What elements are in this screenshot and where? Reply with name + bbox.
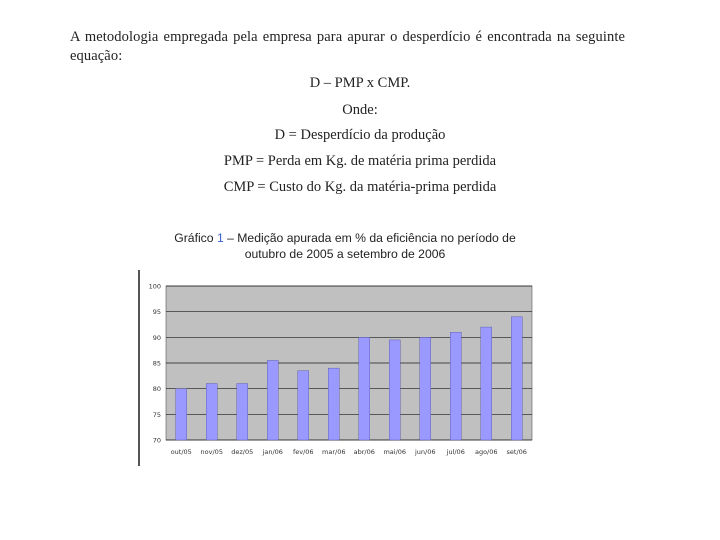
definition-pmp: PMP = Perda em Kg. de matéria prima perdida xyxy=(223,153,497,169)
x-tick-label: jun/06 xyxy=(414,448,436,456)
x-tick-label: fev/06 xyxy=(292,448,314,456)
bar xyxy=(328,368,339,440)
x-tick-label: out/05 xyxy=(170,448,192,456)
y-tick-label: 100 xyxy=(148,282,161,291)
y-tick-label: 80 xyxy=(152,385,161,394)
bar xyxy=(450,332,461,440)
chart-container xyxy=(138,270,550,466)
bar xyxy=(206,384,217,440)
bar xyxy=(298,371,309,440)
x-tick-label: mar/06 xyxy=(322,448,346,456)
bar xyxy=(237,384,248,440)
bar xyxy=(511,317,522,440)
x-tick-label: set/06 xyxy=(506,448,527,456)
caption-line1: – Medição apurada em % da eficiência no período de xyxy=(227,231,516,245)
bar-chart xyxy=(140,270,548,466)
x-tick-label: nov/05 xyxy=(200,448,223,456)
intro-paragraph: A metodologia empregada pela empresa para apurar o desperdício é encontrada na seguinte equação: xyxy=(70,29,625,64)
bar xyxy=(389,340,400,440)
bar xyxy=(359,337,370,440)
x-tick-label: jul/06 xyxy=(446,448,465,456)
y-tick-label: 95 xyxy=(152,308,161,317)
y-tick-label: 75 xyxy=(152,410,161,419)
bar xyxy=(267,360,278,440)
x-tick-label: jan/06 xyxy=(262,448,283,456)
y-tick-label: 90 xyxy=(152,333,161,342)
definition-d: D = Desperdício da produção xyxy=(274,127,446,143)
caption-prefix: Gráfico xyxy=(174,231,214,245)
y-tick-label: 70 xyxy=(152,436,161,445)
x-tick-label: dez/05 xyxy=(231,448,254,456)
bar xyxy=(420,337,431,440)
x-tick-label: abr/06 xyxy=(353,448,375,456)
y-tick-label: 85 xyxy=(152,359,161,368)
x-tick-label: ago/06 xyxy=(474,448,498,456)
x-tick-label: mai/06 xyxy=(383,448,407,456)
caption-line2: outubro de 2005 a setembro de 2006 xyxy=(244,247,446,261)
onde-label: Onde: xyxy=(342,102,378,118)
equation: D – PMP x CMP. xyxy=(309,75,411,91)
bar xyxy=(481,327,492,440)
caption-number: 1 xyxy=(216,231,224,245)
chart-caption xyxy=(150,230,540,262)
definition-cmp: CMP = Custo do Kg. da matéria-prima perdida xyxy=(223,179,497,195)
bar xyxy=(176,389,187,440)
